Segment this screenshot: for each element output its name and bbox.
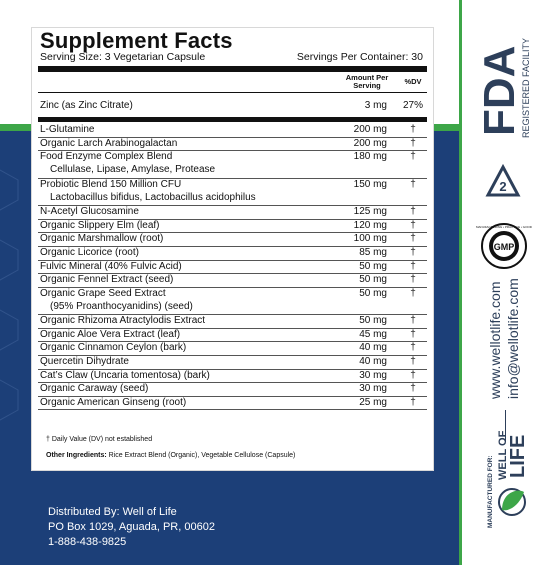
ingredient-row bbox=[40, 370, 425, 383]
supplement-facts-panel bbox=[31, 27, 434, 471]
ingredient-row bbox=[40, 274, 425, 287]
ingredient-dv: † bbox=[410, 383, 416, 395]
ingredient-amount: 100 mg bbox=[353, 233, 387, 245]
ingredient-dv: † bbox=[410, 396, 416, 408]
ingredient-amount: 25 mg bbox=[359, 396, 387, 408]
email-link[interactable]: info@wellotlife.com bbox=[505, 278, 521, 399]
distributor-phone: 1-888-438-9825 bbox=[48, 536, 127, 548]
fda-text: FDA bbox=[475, 45, 524, 136]
ingredient-dv: † bbox=[410, 342, 416, 354]
ingredient-row bbox=[40, 356, 425, 369]
ingredient-amount: 50 mg bbox=[359, 274, 387, 286]
ingredient-amount: 200 mg bbox=[353, 137, 387, 149]
ingredient-amount: 125 mg bbox=[353, 206, 387, 218]
thick-row-rule bbox=[38, 117, 427, 122]
serving-size: Serving Size: 3 Vegetarian Capsule bbox=[40, 51, 206, 63]
other-ingredients-label: Other Ingredients: bbox=[46, 452, 107, 459]
ingredient-row bbox=[40, 315, 425, 328]
dv-footnote: † Daily Value (DV) not established bbox=[46, 436, 153, 443]
contact-text bbox=[484, 278, 524, 401]
ingredient-dv: † bbox=[410, 274, 416, 286]
gmp-seal-icon bbox=[476, 222, 532, 270]
ingredient-amount: 200 mg bbox=[353, 124, 387, 136]
ingredient-dv: † bbox=[410, 356, 416, 367]
recycle-icon bbox=[484, 163, 522, 201]
ingredient-name: Food Enzyme Complex Blend bbox=[40, 151, 173, 163]
amount-header-line1: Amount Per bbox=[345, 73, 389, 82]
fda-logo bbox=[475, 38, 524, 138]
ingredient-row bbox=[40, 233, 425, 246]
ingredient-name: Zinc (as Zinc Citrate) bbox=[40, 100, 133, 111]
ingredient-dv: 27% bbox=[402, 100, 423, 111]
ingredient-name: Quercetin Dihydrate bbox=[40, 356, 129, 367]
ingredient-name: Organic Cinnamon Ceylon (bark) bbox=[40, 342, 187, 354]
ingredient-amount: 120 mg bbox=[353, 219, 387, 231]
ingredient-dv: † bbox=[410, 151, 416, 163]
ingredient-name: Probiotic Blend 150 Million CFU bbox=[40, 178, 182, 190]
ingredient-dv: † bbox=[410, 247, 416, 258]
ingredient-amount: 3 mg bbox=[364, 100, 387, 111]
ingredient-name: Organic Marshmallow (root) bbox=[40, 233, 164, 245]
ingredient-subtext: Cellulase, Lipase, Amylase, Protease bbox=[50, 164, 216, 176]
ingredient-name: Organic Caraway (seed) bbox=[40, 383, 149, 395]
ingredient-amount: 30 mg bbox=[359, 369, 387, 381]
ingredient-name: Cat’s Claw (Uncaria tomentosa) (bark) bbox=[40, 369, 210, 381]
ingredient-name: Organic Aloe Vera Extract (leaf) bbox=[40, 328, 181, 340]
ingredient-dv: † bbox=[410, 260, 416, 272]
brand-bottom-text: LIFE bbox=[507, 434, 529, 478]
ingredient-name: Organic Larch Arabinogalactan bbox=[40, 137, 178, 149]
ingredient-dv: † bbox=[410, 178, 416, 190]
ingredient-amount: 150 mg bbox=[353, 178, 387, 190]
ingredient-row bbox=[40, 383, 425, 396]
other-ingredients bbox=[46, 452, 295, 459]
ingredient-amount: 180 mg bbox=[353, 151, 387, 163]
ingredient-row bbox=[40, 342, 425, 355]
ingredient-subtext: (95% Proanthocyanidins) (seed) bbox=[50, 300, 193, 312]
ingredient-amount: 85 mg bbox=[359, 247, 387, 258]
ingredient-row bbox=[40, 151, 425, 178]
ingredient-name: Organic Rhizoma Atractylodis Extract bbox=[40, 315, 206, 327]
ingredient-name: Organic Fennel Extract (seed) bbox=[40, 274, 174, 286]
ingredient-name: Organic Licorice (root) bbox=[40, 247, 139, 258]
brand-top-text: WELL OF bbox=[497, 430, 509, 480]
ingredient-row bbox=[40, 206, 425, 219]
ingredient-amount: 40 mg bbox=[359, 342, 387, 354]
distributor-address: PO Box 1029, Aguada, PR, 00602 bbox=[48, 521, 215, 533]
panel-title: Supplement Facts bbox=[40, 28, 233, 53]
ingredient-row bbox=[40, 247, 425, 260]
other-ingredients-text: Rice Extract Blend (Organic), Vegetable Cellulose (Capsule) bbox=[106, 452, 296, 459]
ingredient-name: L-Glutamine bbox=[40, 124, 95, 136]
well-of-life-logo bbox=[484, 418, 544, 558]
hexagon-pattern bbox=[0, 150, 30, 450]
ingredient-row bbox=[40, 124, 425, 137]
ingredient-row bbox=[40, 288, 425, 315]
amount-header bbox=[340, 74, 394, 90]
amount-header-line2: Serving bbox=[353, 81, 381, 90]
side-panel bbox=[462, 0, 547, 565]
ingredient-dv: † bbox=[410, 328, 416, 340]
ingredient-row bbox=[40, 220, 425, 233]
ingredient-dv: † bbox=[410, 287, 416, 299]
ingredient-dv: † bbox=[410, 137, 416, 149]
ingredient-amount: 50 mg bbox=[359, 315, 387, 327]
ingredient-row bbox=[40, 179, 425, 206]
ingredient-name: Fulvic Mineral (40% Fulvic Acid) bbox=[40, 260, 182, 272]
ingredient-amount: 50 mg bbox=[359, 287, 387, 299]
ingredient-amount: 40 mg bbox=[359, 356, 387, 367]
registered-text: REGISTERED FACILITY bbox=[521, 37, 531, 138]
ingredient-dv: † bbox=[410, 219, 416, 231]
ingredient-amount: 45 mg bbox=[359, 328, 387, 340]
ingredient-dv: † bbox=[410, 369, 416, 381]
ingredient-subtext: Lactobacillus bifidus, Lactobacillus acidophilus bbox=[50, 191, 256, 203]
row-rule bbox=[38, 409, 427, 410]
ingredient-dv: † bbox=[410, 315, 416, 327]
ingredient-row bbox=[40, 138, 425, 151]
gmp-text: GMP bbox=[493, 242, 515, 252]
distributor-footer bbox=[0, 496, 459, 565]
servings-per-container: Servings Per Container: 30 bbox=[296, 51, 423, 63]
distributor-name: Distributed By: Well of Life bbox=[48, 506, 177, 518]
manufactured-for-label: MANUFACTURED FOR: bbox=[487, 455, 494, 528]
ingredient-name: Organic American Ginseng (root) bbox=[40, 396, 187, 408]
ingredient-amount: 50 mg bbox=[359, 260, 387, 272]
gmp-ring-text: MANUFACTURING • PRACTICE • GOOD bbox=[476, 225, 532, 229]
website-link[interactable]: www.wellotlife.com bbox=[487, 281, 503, 399]
ingredient-dv: † bbox=[410, 124, 416, 136]
ingredient-row bbox=[40, 329, 425, 342]
ingredient-name: Organic Slippery Elm (leaf) bbox=[40, 219, 160, 231]
recycle-number: 2 bbox=[499, 179, 507, 194]
ingredient-amount: 30 mg bbox=[359, 383, 387, 395]
ingredient-dv: † bbox=[410, 233, 416, 245]
ingredient-name: N-Acetyl Glucosamine bbox=[40, 206, 139, 218]
ingredient-row bbox=[40, 261, 425, 274]
ingredient-row bbox=[40, 397, 425, 410]
thick-rule bbox=[38, 66, 427, 72]
dv-header: %DV bbox=[404, 77, 422, 86]
header-rule bbox=[38, 92, 427, 93]
ingredient-name: Organic Grape Seed Extract bbox=[40, 287, 166, 299]
registered-facility-label bbox=[518, 37, 532, 140]
nutrient-row bbox=[40, 100, 425, 113]
leaf-icon bbox=[499, 489, 525, 515]
ingredient-dv: † bbox=[410, 206, 416, 218]
